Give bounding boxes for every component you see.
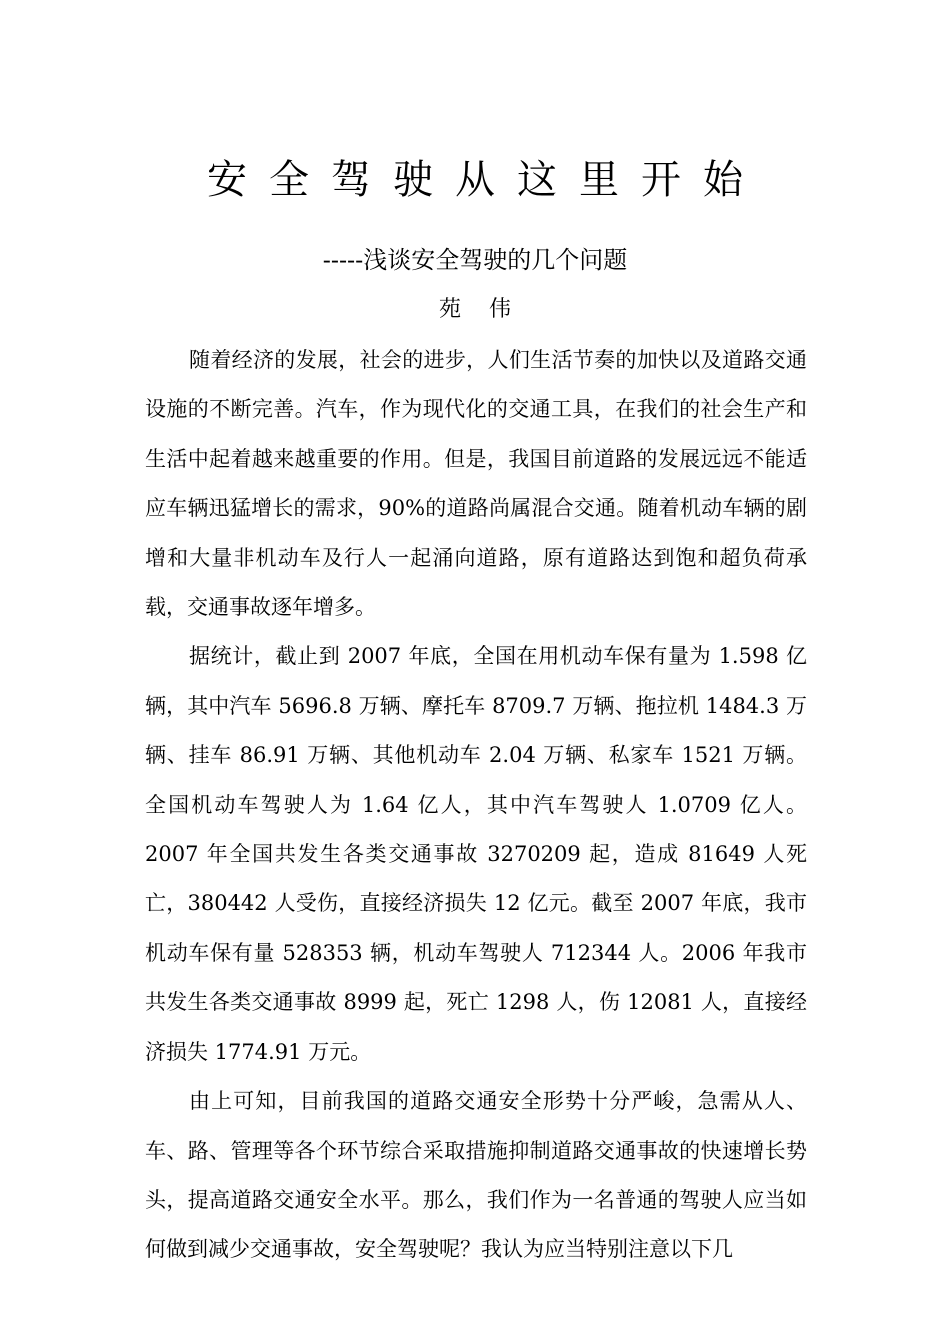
document-author: 苑伟 xyxy=(438,297,539,322)
document-subtitle: -----浅谈安全驾驶的几个问题 xyxy=(322,246,628,274)
document-body xyxy=(145,336,807,1275)
paragraph-3: 由上可知，目前我国的道路交通安全形势十分严峻，急需从人、车、路、管理等各个环节综合采取措施抑制道路交通事故的快速增长势头，提高道路交通安全水平。那么，我们作为一名普通的驾驶人应当如何做到减少交通事故，安全驾驶呢？我认为应当特别注意以下几 xyxy=(145,1089,807,1262)
paragraph-1: 随着经济的发展，社会的进步，人们生活节奏的加快以及道路交通设施的不断完善。汽车，作为现代化的交通工具，在我们的社会生产和生活中起着越来越重要的作用。但是，我国目前道路的发展远远不能适应车辆迅猛增长的需求，90%的道路尚属混合交通。随着机动车辆的剧增和大量非机动车及行人一起涌向道路，原有道路达到饱和超负荷承载，交通事故逐年增多。 xyxy=(145,348,807,620)
document-title: 安全驾驶从这里开始 xyxy=(207,157,765,203)
paragraph-2: 据统计，截止到 2007 年底，全国在用机动车保有量为 1.598 亿辆，其中汽车 5696.8 万辆、摩托车 8709.7 万辆、拖拉机 1484.3 万辆、挂车 86.91 万辆、其他机动车 2.04 万辆、私家车 1521 万辆。全国机动车驾驶人为 1.64 亿人，其中汽车驾驶人 1.0709 亿人。2007 年全国共发生各类交通事故 3270209 起，造成 81649 人死亡，380442 人受伤，直接经济损失 12 亿元。截至 2007 年底，我市机动车保有量 528353 辆，机动车驾驶人 712344 人。2006 年我市共发生各类交通事故 8999 起，死亡 1298 人，伤 12081 人，直接经济损失 1774.91 万元。 xyxy=(145,644,807,1064)
